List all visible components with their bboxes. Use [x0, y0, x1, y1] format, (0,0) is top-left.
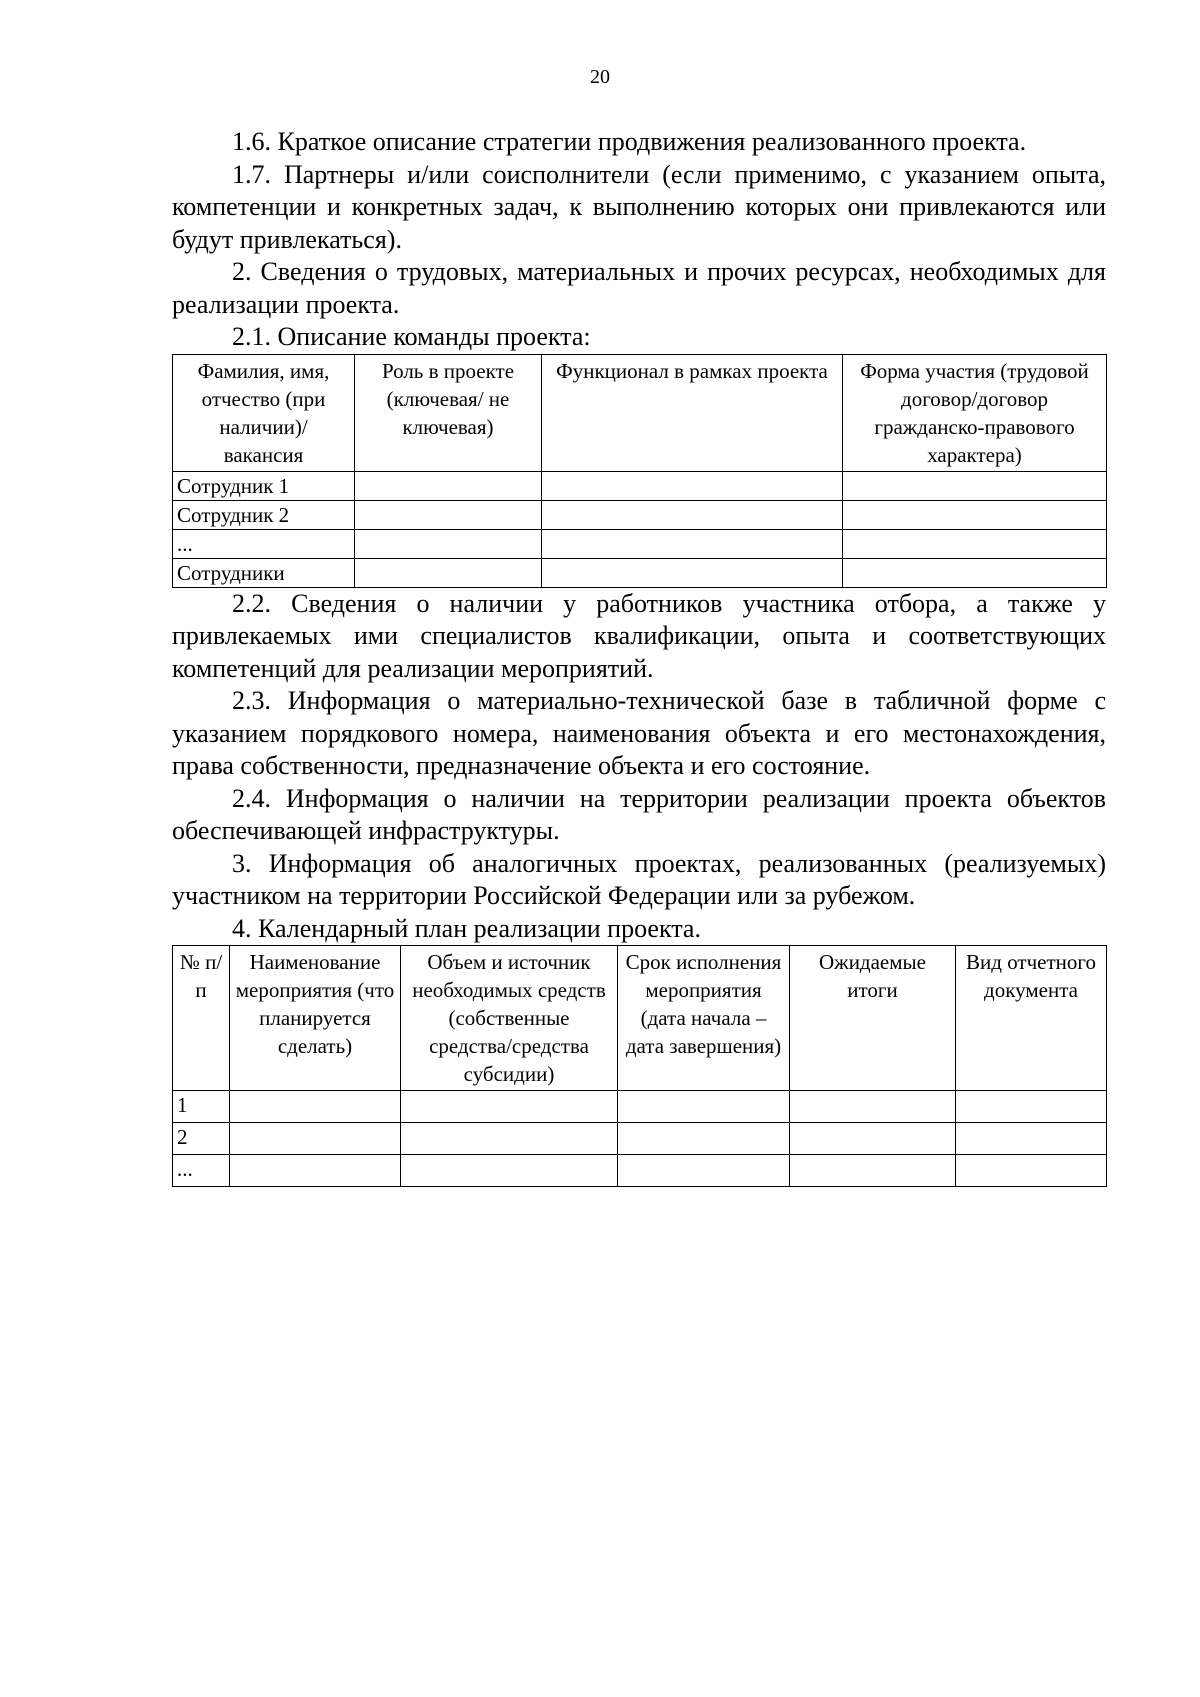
table-cell	[618, 1091, 790, 1123]
table-cell	[843, 500, 1107, 529]
table-cell	[542, 529, 843, 558]
plan-header-results: Ожидаемые итоги	[790, 946, 956, 1091]
table-row	[173, 529, 1107, 558]
paragraph-2: 2. Сведения о трудовых, материальных и прочих ресурсах, необходимых для реализации проекта.	[172, 257, 1106, 319]
table-cell	[355, 529, 542, 558]
paragraph-2-1: 2.1. Описание команды проекта:	[232, 322, 591, 351]
table-cell	[790, 1155, 956, 1187]
team-header-form: Форма участия (трудовой договор/договор гражданско-правового характера)	[843, 354, 1107, 471]
table-cell	[401, 1123, 618, 1155]
table-cell	[401, 1155, 618, 1187]
paragraph-3: 3. Информация об аналогичных проектах, реализованных (реализуемых) участником на территории Российской Федерации или за рубежом.	[172, 848, 1106, 910]
table-cell	[542, 500, 843, 529]
page-number: 20	[590, 66, 610, 88]
plan-header-number: № п/п	[173, 946, 230, 1091]
plan-table-header-row	[173, 946, 1107, 1091]
plan-header-deadline: Срок исполнения мероприятия (дата начала – дата завершения)	[618, 946, 790, 1091]
paragraph-2-2: 2.2. Сведения о наличии у работников участника отбора, а также у привлекаемых ими специалистов квалификации, опыта и соответствующих компетенций для реализации мероприятий.	[172, 588, 1106, 683]
table-cell	[790, 1091, 956, 1123]
table-cell	[401, 1091, 618, 1123]
table-cell	[355, 471, 542, 500]
table-cell	[542, 558, 843, 587]
table-cell	[355, 500, 542, 529]
table-cell: ...	[173, 1155, 230, 1187]
table-cell	[230, 1091, 401, 1123]
plan-header-event: Наименование мероприятия (что планируется сделать)	[230, 946, 401, 1091]
paragraph-2-4: 2.4. Информация о наличии на территории реализации проекта объектов обеспечивающей инфраструктуры.	[172, 783, 1106, 845]
paragraph-1-7: 1.7. Партнеры и/или соисполнители (если применимо, с указанием опыта, компетенции и конкретных задач, к выполнению которых они привлекаются или будут привлекаться).	[172, 159, 1106, 254]
table-cell	[843, 471, 1107, 500]
table-row	[173, 1123, 1107, 1155]
table-cell: 2	[173, 1123, 230, 1155]
table-row	[173, 471, 1107, 500]
team-header-name: Фамилия, имя, отчество (при наличии)/ вакансия	[173, 354, 355, 471]
table-cell	[956, 1123, 1107, 1155]
table-cell	[230, 1123, 401, 1155]
table-cell	[790, 1123, 956, 1155]
table-row	[173, 500, 1107, 529]
table-cell	[618, 1123, 790, 1155]
table-cell	[618, 1155, 790, 1187]
paragraph-2-3: 2.3. Информация о материально-технической базе в табличной форме с указанием порядкового номера, наименования объекта и его местонахождения, права собственности, предназначение объекта и его состояние.	[172, 686, 1106, 780]
document-body	[172, 126, 1106, 1187]
table-cell	[542, 471, 843, 500]
paragraph-4: 4. Календарный план реализации проекта.	[232, 913, 701, 943]
table-row	[173, 1155, 1107, 1187]
table-cell: Сотрудники	[173, 558, 355, 587]
table-cell	[956, 1155, 1107, 1187]
table-cell	[843, 558, 1107, 587]
plan-header-report: Вид отчетного документа	[956, 946, 1107, 1091]
team-table	[172, 354, 1107, 588]
team-header-function: Функционал в рамках проекта	[542, 354, 843, 471]
table-cell	[355, 558, 542, 587]
table-cell	[843, 529, 1107, 558]
paragraph-1-6: 1.6. Краткое описание стратегии продвижения реализованного проекта.	[232, 127, 1027, 156]
table-cell: Сотрудник 2	[173, 500, 355, 529]
plan-header-funding: Объем и источник необходимых средств (собственные средства/средства субсидии)	[401, 946, 618, 1091]
table-cell: 1	[173, 1091, 230, 1123]
table-cell	[956, 1091, 1107, 1123]
table-row	[173, 1091, 1107, 1123]
table-cell: ...	[173, 529, 355, 558]
table-cell	[230, 1155, 401, 1187]
team-header-role: Роль в проекте (ключевая/ не ключевая)	[355, 354, 542, 471]
team-table-header-row	[173, 354, 1107, 471]
table-row	[173, 558, 1107, 587]
plan-table	[172, 945, 1107, 1187]
table-cell: Сотрудник 1	[173, 471, 355, 500]
